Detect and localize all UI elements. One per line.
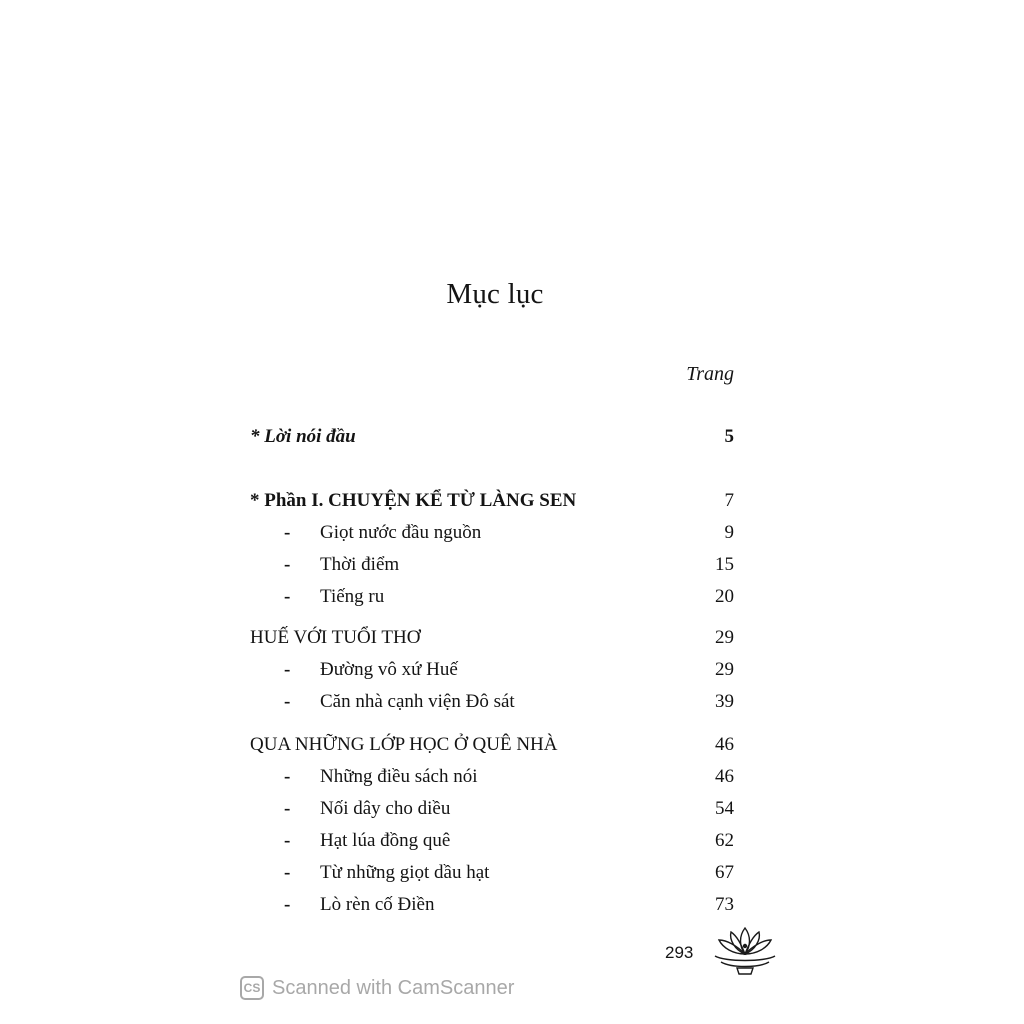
toc-entry bbox=[250, 426, 734, 454]
toc-entry-label: Đường vô xứ Huế bbox=[320, 659, 458, 680]
toc-entry-page: 7 bbox=[724, 490, 734, 511]
page-title: Mục lục bbox=[446, 278, 544, 310]
toc-entry-marker: - bbox=[284, 586, 291, 607]
toc-entry-marker: - bbox=[284, 894, 291, 915]
camscanner-watermark bbox=[240, 976, 514, 1000]
toc-entry-page: 62 bbox=[715, 830, 734, 851]
toc-entry bbox=[250, 734, 734, 762]
toc-entry-marker: - bbox=[284, 798, 291, 819]
toc-entry-marker: - bbox=[284, 691, 291, 712]
toc-entry-page: 54 bbox=[715, 798, 734, 819]
toc-entry-marker: - bbox=[284, 554, 291, 575]
page-number: 293 bbox=[665, 943, 694, 962]
toc-entry-page: 20 bbox=[715, 586, 734, 607]
camscanner-logo-icon: CS bbox=[240, 976, 264, 1000]
toc-entry bbox=[250, 522, 734, 550]
toc-entry-marker: - bbox=[284, 766, 291, 787]
toc-entry bbox=[250, 798, 734, 826]
toc-entry-page: 5 bbox=[724, 426, 734, 447]
toc-entry-page: 9 bbox=[724, 522, 734, 543]
toc-entry bbox=[250, 766, 734, 794]
toc-entry-label: Tiếng ru bbox=[320, 586, 385, 607]
toc-entry-marker: - bbox=[284, 862, 291, 883]
toc-entry-label: Hạt lúa đồng quê bbox=[320, 830, 451, 851]
toc-entry-label: Từ những giọt dầu hạt bbox=[320, 862, 490, 883]
toc-entry bbox=[250, 490, 734, 518]
toc-entry bbox=[250, 691, 734, 719]
toc-entry-page: 73 bbox=[715, 894, 734, 915]
page-column-header: Trang bbox=[686, 363, 734, 385]
toc-entry-marker: - bbox=[284, 522, 291, 543]
toc-entry bbox=[250, 894, 734, 922]
toc-entry-page: 46 bbox=[715, 734, 734, 755]
watermark-text: Scanned with CamScanner bbox=[272, 976, 515, 999]
toc-entry bbox=[250, 830, 734, 858]
toc-entry bbox=[250, 586, 734, 614]
toc-entry-page: 15 bbox=[715, 554, 734, 575]
toc-entry-label: * Lời nói đầu bbox=[250, 426, 356, 447]
toc-entry-label: HUẾ VỚI TUỔI THƠ bbox=[250, 627, 421, 648]
toc-entry-page: 67 bbox=[715, 862, 734, 883]
toc-entry-marker: - bbox=[284, 659, 291, 680]
toc-entry-page: 29 bbox=[715, 659, 734, 680]
toc-entry-label: Căn nhà cạnh viện Đô sát bbox=[320, 691, 515, 712]
toc-entry-marker: - bbox=[284, 830, 291, 851]
toc-entry-label: Giọt nước đầu nguồn bbox=[320, 522, 482, 543]
toc-entry-page: 46 bbox=[715, 766, 734, 787]
toc-entry-label: Những điều sách nói bbox=[320, 766, 478, 787]
toc-entry bbox=[250, 554, 734, 582]
toc-entry-label: Nối dây cho diều bbox=[320, 798, 451, 819]
lotus-icon bbox=[711, 922, 779, 980]
toc-entry-label: Lò rèn cố Điền bbox=[320, 894, 435, 915]
toc-entry-label: * Phần I. CHUYỆN KỂ TỪ LÀNG SEN bbox=[250, 490, 577, 511]
toc-entry-page: 29 bbox=[715, 627, 734, 648]
toc-entry-label: Thời điểm bbox=[320, 554, 400, 575]
toc-entry bbox=[250, 627, 734, 655]
toc-entry bbox=[250, 862, 734, 890]
toc-entry-page: 39 bbox=[715, 691, 734, 712]
toc-entry-label: QUA NHỮNG LỚP HỌC Ở QUÊ NHÀ bbox=[250, 734, 558, 755]
toc-entry bbox=[250, 659, 734, 687]
